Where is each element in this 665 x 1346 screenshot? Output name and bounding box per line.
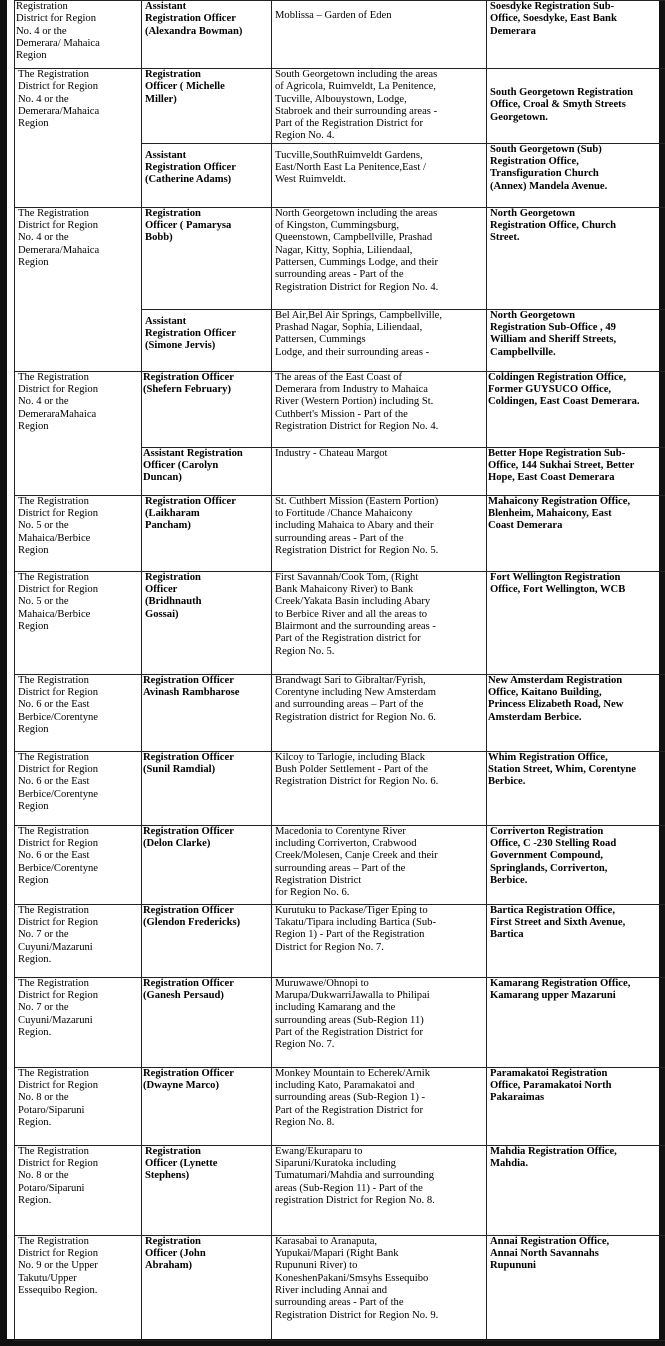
officer-text: Registration Officer (Laikharam Pancham) bbox=[145, 495, 236, 532]
district-text: The Registration District for Region No. 4 or the Demerara/Mahaica Region bbox=[18, 69, 100, 130]
officer-cell bbox=[142, 447, 272, 495]
office-cell bbox=[487, 751, 665, 825]
officer-cell bbox=[142, 825, 272, 904]
office-cell bbox=[487, 904, 665, 977]
district-text: The Registration District for Region No. 7 or the Cuyuni/Mazaruni Region. bbox=[18, 977, 99, 1038]
district-cell bbox=[15, 571, 142, 674]
district-cell bbox=[15, 207, 142, 371]
area-cell bbox=[272, 674, 487, 751]
area-text: Karasabai to Aranaputa, Yupukai/Mapari (Right Bank Rupununi River) to KoneshenPakani/Smsyhs Essequibo River including Annai and surrounding areas - Part of the Registration District for Region No. 9. bbox=[275, 1235, 439, 1321]
office-cell bbox=[487, 1235, 665, 1340]
table-row bbox=[15, 825, 665, 904]
district-cell bbox=[15, 1145, 142, 1235]
district-text: The Registration District for Region No. 4 or the DemeraraMahaica Region bbox=[18, 371, 99, 432]
district-cell bbox=[15, 904, 142, 977]
district-text: Registration District for Region No. 4 or the Demerara/ Mahaica Region bbox=[16, 1, 100, 62]
district-cell bbox=[15, 495, 142, 571]
office-cell bbox=[487, 207, 665, 309]
district-cell bbox=[15, 977, 142, 1067]
area-text: St. Cuthbert Mission (Eastern Portion) to Fortitude /Chance Mahaicony including Mahaica to Abary and their surrounding areas - Part of the Registration District for Region No. 5. bbox=[275, 495, 439, 556]
area-text: South Georgetown including the areas of Agricola, Ruimveldt, La Penitence, Tucville, Albouystown, Lodge, Stabroek and their surrounding areas - Part of the Registration District for Region No. 4. bbox=[275, 69, 438, 142]
table-row bbox=[15, 751, 665, 825]
area-cell bbox=[272, 751, 487, 825]
table-row bbox=[15, 1, 665, 69]
area-text: Monkey Mountain to Echerek/Arnik including Kato, Paramakatoi and surrounding areas (Sub-Region 1) - Part of the Registration District for Region No. 8. bbox=[275, 1067, 431, 1128]
office-text: Whim Registration Office, Station Street, Whim, Corentyne Berbice. bbox=[488, 751, 637, 788]
district-cell bbox=[15, 69, 142, 208]
officer-cell bbox=[142, 751, 272, 825]
area-text: Kilcoy to Tarlogie, including Black Bush Polder Settlement - Part of the Registration District for Region No. 6. bbox=[275, 751, 439, 788]
district-cell bbox=[15, 674, 142, 751]
officer-cell bbox=[142, 69, 272, 144]
district-text: The Registration District for Region No. 6 or the East Berbice/Corentyne Region bbox=[18, 825, 99, 886]
officer-text: Registration Officer (Ganesh Persaud) bbox=[143, 977, 234, 1002]
office-cell bbox=[487, 825, 665, 904]
office-text: South Georgetown (Sub) Registration Office, Transfiguration Church (Annex) Mandela Avenue. bbox=[490, 143, 608, 192]
office-cell bbox=[487, 977, 665, 1067]
officer-cell bbox=[142, 1067, 272, 1145]
district-text: The Registration District for Region No. 4 or the Demerara/Mahaica Region bbox=[18, 207, 100, 268]
area-cell bbox=[272, 143, 487, 207]
officer-cell bbox=[142, 1235, 272, 1340]
officer-text: Assistant Registration Officer (Alexandra Bowman) bbox=[145, 1, 243, 37]
area-text: Macedonia to Corentyne River including Corriverton, Crabwood Creek/Molesen, Canje Creek and their surrounding areas – Part of the Registration District for Region No. 6. bbox=[275, 825, 438, 899]
area-text: Bel Air,Bel Air Springs, Campbellville, Prashad Nagar, Sophia, Liliendaal, Pattersen, Cummings Lodge, and their surrounding areas - bbox=[275, 309, 443, 358]
officer-cell bbox=[142, 1145, 272, 1235]
officer-text: Registration Officer (John Abraham) bbox=[145, 1235, 206, 1272]
district-cell bbox=[15, 1, 142, 69]
area-cell bbox=[272, 1145, 487, 1235]
office-text: Better Hope Registration Sub- Office, 144 Sukhai Street, Better Hope, East Coast Demerara bbox=[488, 447, 635, 484]
officer-cell bbox=[142, 571, 272, 674]
area-text: Tucville,SouthRuimveldt Gardens, East/North East La Penitence,East / West Ruimveldt. bbox=[275, 149, 426, 186]
area-cell bbox=[272, 495, 487, 571]
officer-text: Registration Officer ( Pamarysa Bobb) bbox=[145, 207, 232, 244]
office-cell bbox=[487, 371, 665, 447]
table-row bbox=[15, 1067, 665, 1145]
office-cell bbox=[487, 1, 665, 69]
office-cell bbox=[487, 69, 665, 144]
officer-cell bbox=[142, 207, 272, 309]
area-cell bbox=[272, 904, 487, 977]
office-cell bbox=[487, 495, 665, 571]
district-text: The Registration District for Region No. 6 or the East Berbice/Corentyne Region bbox=[18, 751, 99, 812]
registration-offices-table bbox=[14, 0, 665, 1341]
officer-cell bbox=[142, 143, 272, 207]
area-text: Industry - Chateau Margot bbox=[275, 447, 388, 459]
office-text: Paramakatoi Registration Office, Paramakatoi North Pakaraimas bbox=[490, 1067, 612, 1104]
office-text: North Georgetown Registration Sub-Office , 49 William and Sheriff Streets, Campbellville. bbox=[490, 309, 617, 358]
area-cell bbox=[272, 69, 487, 144]
officer-cell bbox=[142, 495, 272, 571]
officer-cell bbox=[142, 371, 272, 447]
area-cell bbox=[272, 447, 487, 495]
district-cell bbox=[15, 1235, 142, 1340]
table-row bbox=[15, 571, 665, 674]
area-text: Muruwawe/Ohnopi to Marupa/DukwarriJawalla to Philipai including Kamarang and the surrounding areas (Sub-Region 11) Part of the Registration District for Region No. 7. bbox=[275, 977, 430, 1051]
area-text: Ewang/Ekuraparu to Siparuni/Kuratoka including Tumatumari/Mahdia and surrounding areas (Sub-Region 11) - Part of the registration District for Region No. 8. bbox=[275, 1145, 435, 1206]
table-row bbox=[15, 1235, 665, 1340]
office-cell bbox=[487, 1067, 665, 1145]
area-cell bbox=[272, 309, 487, 371]
district-text: The Registration District for Region No. 8 or the Potaro/Siparuni Region. bbox=[18, 1145, 99, 1206]
office-cell bbox=[487, 571, 665, 674]
area-cell bbox=[272, 371, 487, 447]
officer-text: Registration Officer (Shefern February) bbox=[143, 371, 234, 396]
district-text: The Registration District for Region No. 5 or the Mahaica/Berbice Region bbox=[18, 571, 99, 632]
area-cell bbox=[272, 1067, 487, 1145]
table-row bbox=[15, 207, 665, 309]
district-cell bbox=[15, 751, 142, 825]
office-cell bbox=[487, 143, 665, 207]
office-cell bbox=[487, 447, 665, 495]
district-text: The Registration District for Region No. 5 or the Mahaica/Berbice Region bbox=[18, 495, 99, 556]
officer-text: Registration Officer (Bridhnauth Gossai) bbox=[145, 571, 202, 620]
office-text: Soesdyke Registration Sub- Office, Soesdyke, East Bank Demerara bbox=[490, 1, 617, 37]
area-text: North Georgetown including the areas of Kingston, Cummingsburg, Queenstown, Campbellville, Prashad Nagar, Kitty, Sophia, Liliendaal, Pattersen, Cummings Lodge, and their surrounding areas - Part of the Registration District for Region No. 4. bbox=[275, 207, 439, 293]
officer-text: Registration Officer ( Michelle Miller) bbox=[145, 69, 225, 105]
officer-text: Registration Officer (Dwayne Marco) bbox=[143, 1067, 234, 1092]
area-text: First Savannah/Cook Tom, (Right Bank Mahaicony River) to Bank Creek/Yakata Basin including Abary to Berbice River and all the areas to Blairmont and the surrounding areas - Part of the Registration district for Region No. 5. bbox=[275, 571, 436, 657]
office-cell bbox=[487, 674, 665, 751]
officer-text: Assistant Registration Officer (Catherine Adams) bbox=[145, 149, 236, 186]
area-cell bbox=[272, 1, 487, 69]
table-row bbox=[15, 674, 665, 751]
area-cell bbox=[272, 1235, 487, 1340]
office-text: Mahdia Registration Office, Mahdia. bbox=[490, 1145, 617, 1170]
district-text: The Registration District for Region No. 6 or the East Berbice/Corentyne Region bbox=[18, 674, 99, 735]
district-cell bbox=[15, 371, 142, 495]
officer-cell bbox=[142, 904, 272, 977]
area-text: Moblissa – Garden of Eden bbox=[275, 10, 392, 21]
office-cell bbox=[487, 1145, 665, 1235]
area-cell bbox=[272, 825, 487, 904]
area-cell bbox=[272, 207, 487, 309]
area-cell bbox=[272, 977, 487, 1067]
area-text: The areas of the East Coast of Demerara from Industry to Mahaica River (Western Portion) including St. Cuthbert's Mission - Part of the Registration District for Region No. 4. bbox=[275, 371, 439, 432]
office-text: South Georgetown Registration Office, Croal & Smyth Streets Georgetown. bbox=[490, 87, 634, 123]
table-row bbox=[15, 977, 665, 1067]
officer-text: Registration Officer (Delon Clarke) bbox=[143, 825, 234, 850]
office-text: Annai Registration Office, Annai North Savannahs Rupununi bbox=[490, 1235, 610, 1272]
officer-text: Registration Officer (Sunil Ramdial) bbox=[143, 751, 234, 776]
officer-text: Registration Officer (Lynette Stephens) bbox=[145, 1145, 218, 1182]
area-text: Brandwagt Sari to Gibraltar/Fyrish, Corentyne including New Amsterdam and surrounding areas – Part of the Registration district for Region No. 6. bbox=[275, 674, 436, 723]
area-text: Kurutuku to Packase/Tiger Eping to Takatu/Tipara including Bartica (Sub- Region 1) - Part of the Registration District for Region No. 7. bbox=[275, 904, 436, 953]
office-text: Kamarang Registration Office, Kamarang upper Mazaruni bbox=[490, 977, 631, 1002]
officer-cell bbox=[142, 674, 272, 751]
office-cell bbox=[487, 309, 665, 371]
table-row bbox=[15, 69, 665, 144]
office-text: Fort Wellington Registration Office, Fort Wellington, WCB bbox=[490, 571, 626, 596]
area-cell bbox=[272, 571, 487, 674]
district-text: The Registration District for Region No. 9 or the Upper Takutu/Upper Essequibo Region. bbox=[18, 1235, 99, 1296]
table-row bbox=[15, 904, 665, 977]
officer-text: Assistant Registration Officer (Simone Jervis) bbox=[145, 315, 236, 352]
officer-cell bbox=[142, 1, 272, 69]
table-row bbox=[15, 1145, 665, 1235]
officer-cell bbox=[142, 309, 272, 371]
officer-text: Registration Officer Avinash Rambharose bbox=[143, 674, 240, 699]
officer-cell bbox=[142, 977, 272, 1067]
district-cell bbox=[15, 825, 142, 904]
officer-text: Assistant Registration Officer (Carolyn Duncan) bbox=[143, 447, 243, 484]
office-text: Corriverton Registration Office, C -230 Stelling Road Government Compound, Springlands, Corriverton, Berbice. bbox=[490, 825, 617, 886]
table-row bbox=[15, 495, 665, 571]
office-text: Coldingen Registration Office, Former GUYSUCO Office, Coldingen, East Coast Demerara. bbox=[488, 371, 640, 408]
office-text: North Georgetown Registration Office, Church Street. bbox=[490, 207, 617, 244]
district-text: The Registration District for Region No. 8 or the Potaro/Siparuni Region. bbox=[18, 1067, 99, 1128]
table-row bbox=[15, 371, 665, 447]
district-text: The Registration District for Region No. 7 or the Cuyuni/Mazaruni Region. bbox=[18, 904, 99, 965]
office-text: Mahaicony Registration Office, Blenheim, Mahaicony, East Coast Demerara bbox=[488, 495, 631, 532]
office-text: Bartica Registration Office, First Street and Sixth Avenue, Bartica bbox=[490, 904, 626, 941]
officer-text: Registration Officer (Glendon Fredericks) bbox=[143, 904, 241, 929]
district-cell bbox=[15, 1067, 142, 1145]
office-text: New Amsterdam Registration Office, Kaitano Building, Princess Elizabeth Road, New Amsterdam Berbice. bbox=[488, 674, 624, 723]
